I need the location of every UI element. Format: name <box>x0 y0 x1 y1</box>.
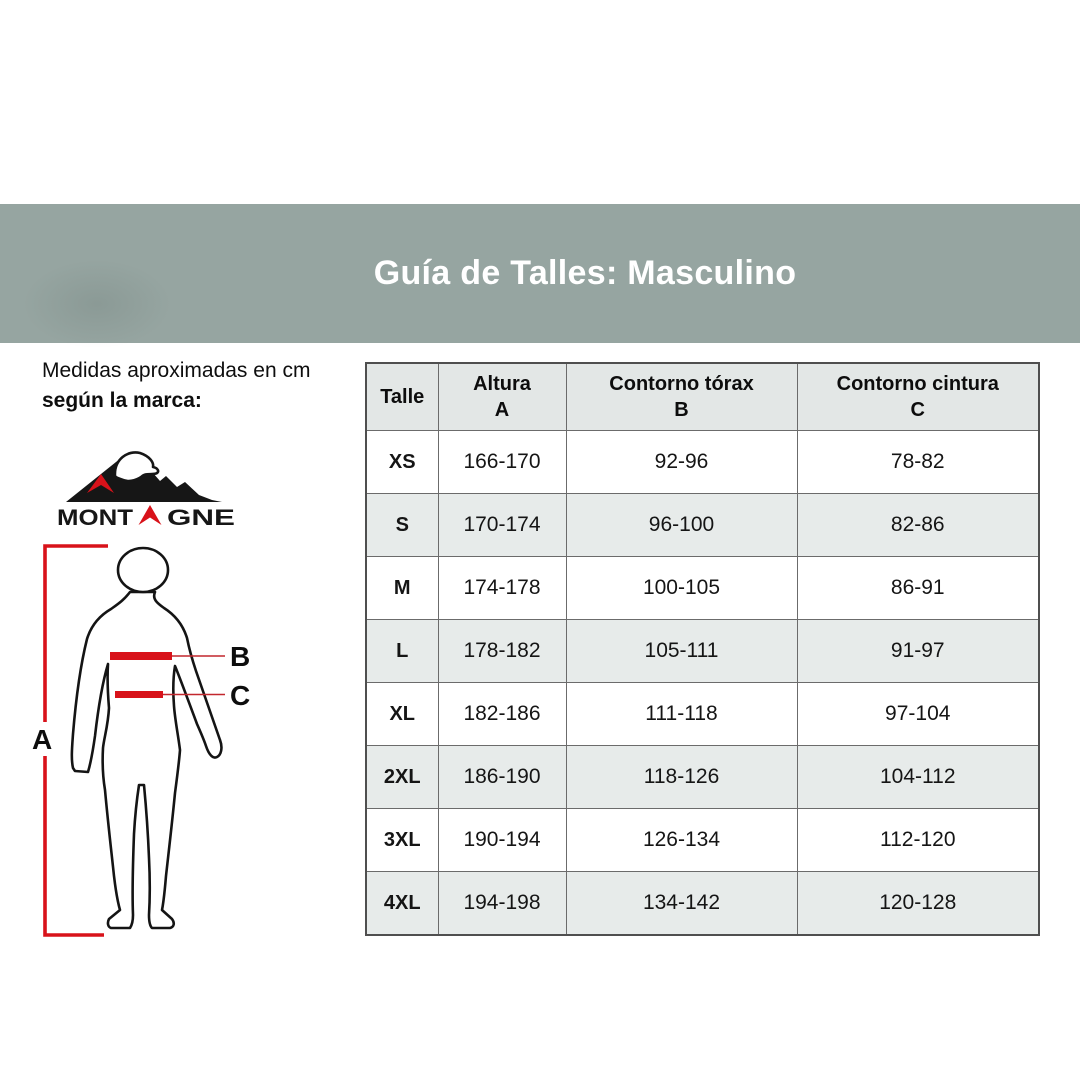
cell-cintura: 112-120 <box>797 809 1039 872</box>
header-altura <box>438 363 566 431</box>
header-talle <box>366 363 438 431</box>
brand-wordmark-left: MONT <box>57 505 134 530</box>
cell-talle: L <box>366 620 438 683</box>
cell-altura: 190-194 <box>438 809 566 872</box>
cell-altura: 182-186 <box>438 683 566 746</box>
table-header-row <box>366 363 1039 431</box>
header-label: Altura <box>473 373 531 395</box>
cell-cintura: 86-91 <box>797 557 1039 620</box>
table-row <box>366 809 1039 872</box>
cell-torax: 111-118 <box>566 683 797 746</box>
chest-measure-bar <box>110 652 172 660</box>
label-b: B <box>230 641 251 672</box>
cell-torax: 96-100 <box>566 494 797 557</box>
header-label: Contorno cintura <box>836 373 999 395</box>
header-letter: C <box>910 399 925 421</box>
cell-cintura: 97-104 <box>797 683 1039 746</box>
cell-talle: 4XL <box>366 872 438 936</box>
cell-torax: 118-126 <box>566 746 797 809</box>
table-row <box>366 620 1039 683</box>
title-banner <box>0 204 1080 343</box>
cell-talle: 3XL <box>366 809 438 872</box>
cell-cintura: 104-112 <box>797 746 1039 809</box>
cell-cintura: 120-128 <box>797 872 1039 936</box>
brand-triangle-icon <box>139 505 162 525</box>
cell-cintura: 82-86 <box>797 494 1039 557</box>
body-measurement-diagram <box>18 538 283 950</box>
header-label: Talle <box>380 386 425 408</box>
table-row <box>366 872 1039 936</box>
header-label: Contorno tórax <box>609 373 754 395</box>
table-row <box>366 431 1039 494</box>
cell-altura: 170-174 <box>438 494 566 557</box>
cell-talle: S <box>366 494 438 557</box>
brand-wordmark-right: GNE <box>167 505 235 530</box>
cell-altura: 166-170 <box>438 431 566 494</box>
cell-altura: 186-190 <box>438 746 566 809</box>
waist-measure-bar <box>115 691 163 698</box>
mountain-eagle-icon <box>66 452 222 502</box>
table-row <box>366 683 1039 746</box>
header-torax <box>566 363 797 431</box>
montagne-logo <box>56 446 240 530</box>
cell-talle: 2XL <box>366 746 438 809</box>
page-title: Guía de Talles: Masculino <box>373 254 797 292</box>
table-row <box>366 746 1039 809</box>
cell-torax: 92-96 <box>566 431 797 494</box>
cell-torax: 126-134 <box>566 809 797 872</box>
cell-talle: XL <box>366 683 438 746</box>
cell-torax: 100-105 <box>566 557 797 620</box>
cell-cintura: 91-97 <box>797 620 1039 683</box>
cell-torax: 134-142 <box>566 872 797 936</box>
intro-text <box>42 356 310 416</box>
banner-watermark-shadow <box>22 259 172 349</box>
cell-talle: M <box>366 557 438 620</box>
cell-cintura: 78-82 <box>797 431 1039 494</box>
table-row <box>366 557 1039 620</box>
cell-altura: 194-198 <box>438 872 566 936</box>
cell-altura: 178-182 <box>438 620 566 683</box>
label-a: A <box>32 724 53 755</box>
header-letter: A <box>494 399 510 421</box>
cell-talle: XS <box>366 431 438 494</box>
size-table <box>365 362 1040 936</box>
intro-line-2: según la marca: <box>42 389 202 412</box>
label-c: C <box>230 680 251 711</box>
header-cintura <box>797 363 1039 431</box>
body-outline <box>72 548 222 928</box>
cell-torax: 105-111 <box>566 620 797 683</box>
cell-altura: 174-178 <box>438 557 566 620</box>
header-letter: B <box>674 399 689 421</box>
table-row <box>366 494 1039 557</box>
intro-line-1: Medidas aproximadas en cm <box>42 359 311 382</box>
